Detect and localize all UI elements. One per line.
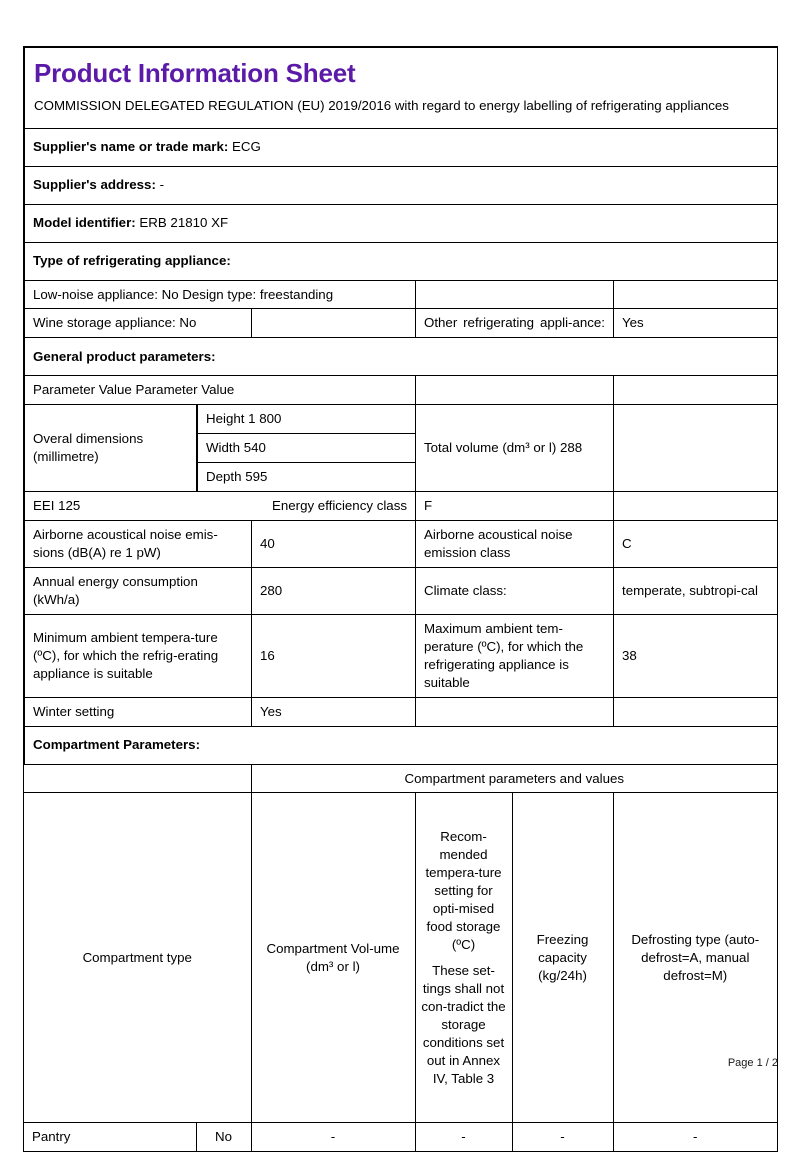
dimensions-subtable-cell: [197, 405, 416, 492]
winter-setting-label: Winter setting: [25, 697, 252, 726]
winter-setting-row: [25, 697, 778, 726]
compartment-row-volume: -: [251, 1123, 415, 1151]
general-parameters-heading-row: [25, 338, 778, 376]
dimension-width: [198, 434, 416, 463]
energy-efficiency-class-value: F: [416, 492, 614, 521]
model-identifier-cell: [25, 204, 778, 242]
eei-empty: [614, 492, 778, 521]
dimension-height-value: 1 800: [248, 411, 282, 427]
dimensions-empty: [614, 405, 778, 492]
supplier-name-row: [25, 128, 778, 166]
compartment-type-header: Compartment type: [24, 793, 251, 1123]
low-noise-row: [25, 280, 778, 309]
annual-energy-label: Annual energy consumption (kWh/a): [25, 567, 252, 614]
compartment-columns-header-row: [24, 793, 777, 1123]
regulation-text: COMMISSION DELEGATED REGULATION (EU) 2019/2016 with regard to energy labelling of refrigerating appliances: [34, 98, 729, 114]
low-noise-empty-2: [614, 280, 778, 309]
low-noise-empty-1: [416, 280, 614, 309]
parameter-header-cell: Parameter Value Parameter Value: [25, 376, 416, 405]
compartment-row-temp-setting: -: [415, 1123, 512, 1151]
energy-efficiency-class-label: Energy efficiency class: [271, 498, 407, 514]
compartment-volume-header: Compartment Vol-ume (dm³ or l): [251, 793, 415, 1123]
temperature-setting-part1: Recom-mended tempera-ture setting for opti-mised food storage (ºC): [425, 829, 502, 953]
compartment-row-present: No: [196, 1123, 251, 1151]
supplier-address-cell: [25, 166, 778, 204]
dimension-row-depth: [198, 463, 416, 491]
winter-setting-empty-1: [416, 697, 614, 726]
other-appliance-value: Yes: [614, 309, 778, 338]
model-identifier-value: ERB 21810 XF: [139, 215, 229, 231]
supplier-name-value: ECG: [232, 139, 261, 155]
temperature-setting-header: [415, 793, 512, 1123]
page-footer: Page 1 / 2: [727, 1057, 778, 1069]
winter-setting-empty-2: [614, 697, 778, 726]
supplier-address-row: [25, 166, 778, 204]
parameter-header-empty-1: [416, 376, 614, 405]
supplier-address-label: Supplier's address:: [33, 177, 156, 193]
model-identifier-label: Model identifier:: [33, 215, 136, 231]
compartment-parameters-heading-row: [25, 726, 778, 764]
winter-setting-value: Yes: [252, 697, 416, 726]
noise-emissions-row: [25, 521, 778, 568]
title-row: [25, 48, 778, 129]
model-identifier-row: [25, 204, 778, 242]
dimensions-subtable: [197, 405, 415, 491]
noise-emissions-label: Airborne acoustical noise emis-sions (dB(A) re 1 pW): [25, 521, 252, 568]
compartment-table: [24, 765, 777, 1152]
dimension-depth-value: 595: [245, 469, 268, 485]
title-cell: [25, 48, 778, 129]
product-info-table: [24, 47, 778, 765]
wine-storage-label: Wine storage appliance: No: [25, 309, 252, 338]
compartment-parameters-heading: Compartment Parameters:: [25, 726, 778, 764]
product-information-sheet: [23, 46, 778, 1152]
table-row: [24, 1123, 777, 1151]
supplier-address-value: -: [159, 177, 165, 193]
temperature-setting-part2: These set-tings shall not con-tradict the storage conditions set out in Annex IV, Table 3: [421, 962, 506, 1086]
freezing-capacity-header: Freezing capacity (kg/24h): [512, 793, 613, 1123]
annual-energy-row: [25, 567, 778, 614]
compartment-values-header: Compartment parameters and values: [251, 765, 777, 793]
max-ambient-temp-label: Maximum ambient tem-perature (ºC), for which the refrigerating appliance is suitable: [416, 614, 614, 697]
dimension-row-height: [198, 405, 416, 433]
min-ambient-temp-label: Minimum ambient tempera-ture (ºC), for which the refrig-erating appliance is suitable: [25, 614, 252, 697]
dimension-depth-label: Depth: [206, 469, 242, 485]
dimension-width-value: 540: [243, 440, 266, 456]
climate-class-value: temperate, subtropi-cal: [614, 567, 778, 614]
supplier-name-cell: [25, 128, 778, 166]
compartment-row-type: Pantry: [24, 1123, 196, 1151]
appliance-type-heading-row: [25, 242, 778, 280]
dimension-row-width: [198, 434, 416, 463]
compartment-row-defrosting: -: [613, 1123, 777, 1151]
noise-class-value: C: [614, 521, 778, 568]
min-ambient-temp-value: 16: [252, 614, 416, 697]
defrosting-type-header: Defrosting type (auto-defrost=A, manual defrost=M): [613, 793, 777, 1123]
parameter-header-empty-2: [614, 376, 778, 405]
noise-class-label: Airborne acoustical noise emission class: [416, 521, 614, 568]
compartment-header-empty: [24, 765, 251, 793]
dimension-height-label: Height: [206, 411, 245, 427]
dimension-width-label: Width: [206, 440, 240, 456]
max-ambient-temp-value: 38: [614, 614, 778, 697]
other-appliance-label: Other refrigerating appli-ance:: [416, 309, 614, 338]
annual-energy-value: 280: [252, 567, 416, 614]
total-volume-cell: Total volume (dm³ or l) 288: [416, 405, 614, 492]
wine-storage-empty: [252, 309, 416, 338]
parameter-header-row: [25, 376, 778, 405]
dimensions-label: Overal dimensions (millimetre): [25, 405, 197, 492]
compartment-values-header-row: [24, 765, 777, 793]
compartment-row-freezing: -: [512, 1123, 613, 1151]
ambient-temperature-row: [25, 614, 778, 697]
general-parameters-heading: General product parameters:: [25, 338, 778, 376]
supplier-name-label: Supplier's name or trade mark:: [33, 139, 229, 155]
appliance-type-heading: Type of refrigerating appliance:: [25, 242, 778, 280]
eei-cell: [25, 492, 416, 521]
eei-row: [25, 492, 778, 521]
wine-storage-row: [25, 309, 778, 338]
noise-emissions-value: 40: [252, 521, 416, 568]
eei-value: EEI 125: [33, 498, 81, 514]
dimension-depth: [198, 463, 416, 491]
page-title: Product Information Sheet: [34, 58, 356, 88]
climate-class-label: Climate class:: [416, 567, 614, 614]
dimension-height: [198, 405, 416, 433]
low-noise-cell: Low-noise appliance: No Design type: freestanding: [25, 280, 416, 309]
dimensions-row: [25, 405, 778, 492]
